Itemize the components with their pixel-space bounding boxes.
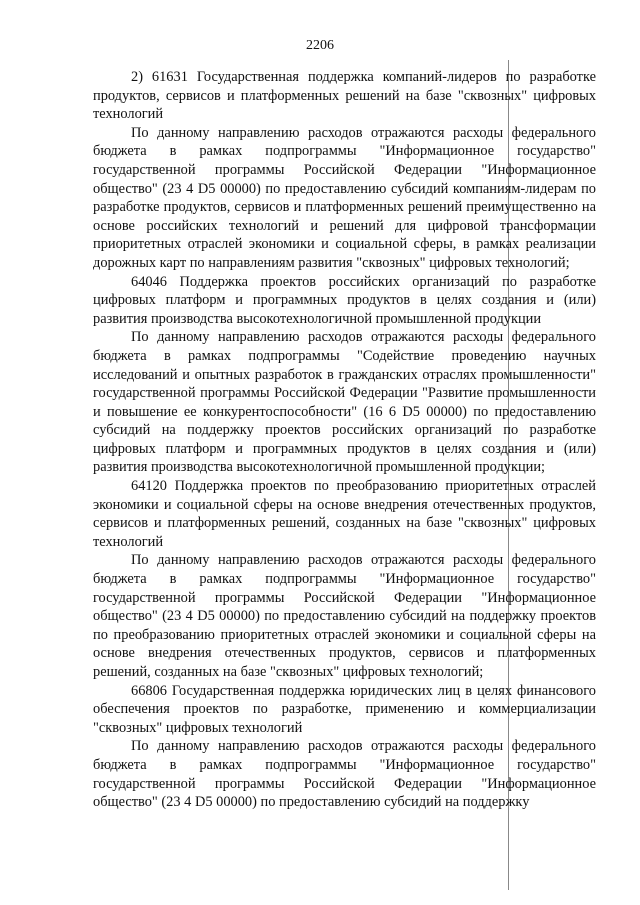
paragraph-section-66806-heading: 66806 Государственная поддержка юридических лиц в целях финансового обеспечения проектов по разработке, применению и коммерциализации "сквозных" цифровых технологий [93,682,596,736]
paragraph-section-64120-description: По данному направлению расходов отражаются расходы федерального бюджета в рамках подпрограммы "Информационное государство" государственной программы Российской Федерации "Информационное общество" (23 4 D5 00000) по предоставлению субсидий на поддержку проектов по преобразованию приоритетных отраслей экономики и социальной сферы на основе внедрения отечественных продуктов, сервисов и платформенных решений, созданных на базе "сквозных" цифровых технологий; [93,552,596,680]
paragraph-section-64046-heading: 64046 Поддержка проектов российских организаций по разработке цифровых платформ и программных продуктов в целях создания и (или) развития производства высокотехнологичной промышленной продукции [93,273,596,327]
paragraph-section-64046-description: По данному направлению расходов отражаются расходы федерального бюджета в рамках подпрограммы "Содействие проведению научных исследований и опытных разработок в гражданских отраслях промышленности" государственной программы Российской Федерации "Развитие промышленности и повышение ее конкурентоспособности" (16 6 D5 00000) по предоставлению субсидий на поддержку проектов российских организаций по разработке цифровых платформ и программных продуктов в целях создания и (или) развития производства высокотехнологичной промышленной продукции; [93,329,596,476]
paragraph-section-61631-description: По данному направлению расходов отражаются расходы федерального бюджета в рамках подпрограммы "Информационное государство" государственной программы Российской Федерации "Информационное общество" (23 4 D5 00000) по предоставлению субсидий компаниям-лидерам по разработке продуктов, сервисов и платформенных решений преимущественно на основе российских технологий и решений для цифровой трансформации приоритетных отраслей экономики и социальной сферы, в рамках реализации дорожных карт по направлениям развития "сквозных" цифровых технологий; [93,124,596,271]
paragraph-section-61631-heading: 2) 61631 Государственная поддержка компаний-лидеров по разработке продуктов, сервисов и платформенных решений на базе "сквозных" цифровых технологий [93,69,596,123]
document-body [93,68,596,812]
paragraph-section-66806-description: По данному направлению расходов отражаются расходы федерального бюджета в рамках подпрограммы "Информационное государство" государственной программы Российской Федерации "Информационное общество" (23 4 D5 00000) по предоставлению субсидий на поддержку [93,738,596,811]
page-number: 2206 [306,38,334,53]
paragraph-section-64120-heading: 64120 Поддержка проектов по преобразованию приоритетных отраслей экономики и социальной сферы на основе внедрения отечественных продуктов, сервисов и платформенных решений, созданных на базе "сквозных" цифровых технологий [93,478,596,550]
